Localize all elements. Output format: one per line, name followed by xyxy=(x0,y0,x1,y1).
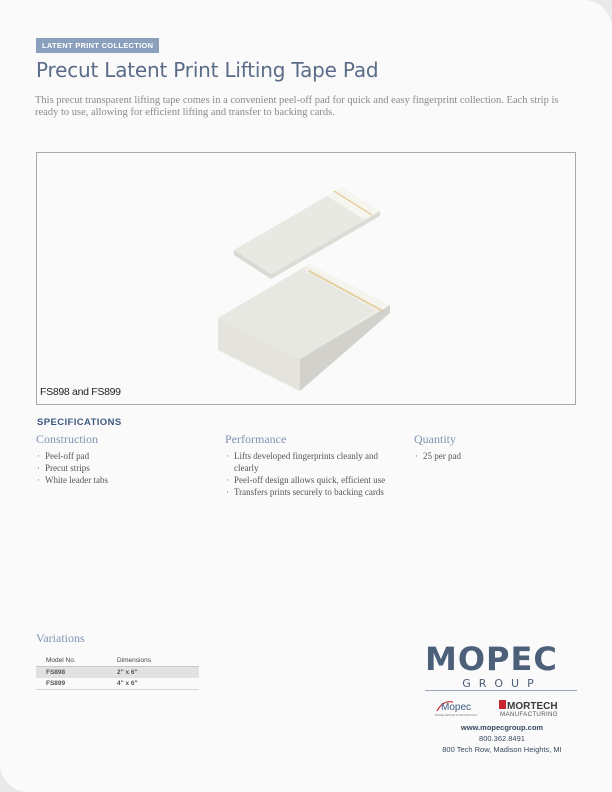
spec-item: · Transfers prints securely to backing cards xyxy=(225,486,397,498)
spec-list xyxy=(414,450,574,462)
spec-column-performance xyxy=(225,432,397,498)
mopec-sublogo xyxy=(433,698,499,718)
spec-column-quantity xyxy=(414,432,574,462)
mortech-sublogo xyxy=(499,698,579,718)
mopec-group-logo: MOPEC xyxy=(425,640,558,678)
spec-item: · Peel-off design allows quick, efficient use xyxy=(225,474,397,486)
table-cell-model: FS899 xyxy=(36,678,107,690)
logo-divider xyxy=(425,690,577,691)
spec-item: · Peel-off pad xyxy=(36,450,206,462)
product-image xyxy=(36,152,576,405)
large-tape-pad xyxy=(218,264,390,391)
collection-tag: LATENT PRINT COLLECTION xyxy=(36,38,159,53)
website-link[interactable]: www.mopecgroup.com xyxy=(460,723,544,732)
intro-paragraph: This precut transparent lifting tape comes in a convenient peel-off pad for quick and easy fingerprint collection. Each strip is ready to use, allowing for efficient lifting and transfer to backing cards. xyxy=(35,95,559,118)
spec-item: · Precut strips xyxy=(36,462,206,474)
image-caption: FS898 and FS899 xyxy=(40,386,121,398)
variations-title: Variations xyxy=(36,631,85,645)
logo-group-text: GROUP xyxy=(462,677,542,690)
contact-block xyxy=(425,722,579,755)
mortech-mark-icon xyxy=(499,700,506,709)
table-row xyxy=(36,667,199,679)
mopec-tagline: EXCELLENCE IN PATHOLOGY xyxy=(435,713,478,717)
spec-column-title: Construction xyxy=(36,432,98,446)
column-header-dimensions: Dimensions xyxy=(107,655,199,667)
table-cell-dimensions: 2" x 6" xyxy=(107,667,199,679)
address: 800 Tech Row, Madison Heights, MI xyxy=(442,745,562,754)
table-cell-dimensions: 4" x 6" xyxy=(107,678,199,690)
spec-column-title: Performance xyxy=(225,432,287,446)
page-title: Precut Latent Print Lifting Tape Pad xyxy=(36,58,379,82)
column-header-model: Model No. xyxy=(36,655,107,667)
mortech-subtext: MANUFACTURING xyxy=(500,711,558,718)
tape-pad-illustration xyxy=(37,153,575,404)
spec-item: · White leader tabs xyxy=(36,474,206,486)
spec-column-construction xyxy=(36,432,206,486)
mortech-sublogo-text: MORTECH xyxy=(507,701,558,712)
spec-list xyxy=(225,450,397,498)
mopec-sublogo-text: Mopec xyxy=(441,702,472,713)
variations-table xyxy=(36,655,199,690)
table-cell-model: FS898 xyxy=(36,667,107,679)
spec-column-title: Quantity xyxy=(414,432,456,446)
table-row xyxy=(36,678,199,690)
spec-list xyxy=(36,450,206,486)
phone-number: 800.362.8491 xyxy=(479,734,525,743)
spec-item: · 25 per pad xyxy=(414,450,574,462)
spec-item: · Lifts developed fingerprints cleanly and clearly xyxy=(225,450,397,474)
table-header-row xyxy=(36,655,199,667)
specifications-heading: SPECIFICATIONS xyxy=(37,417,122,428)
